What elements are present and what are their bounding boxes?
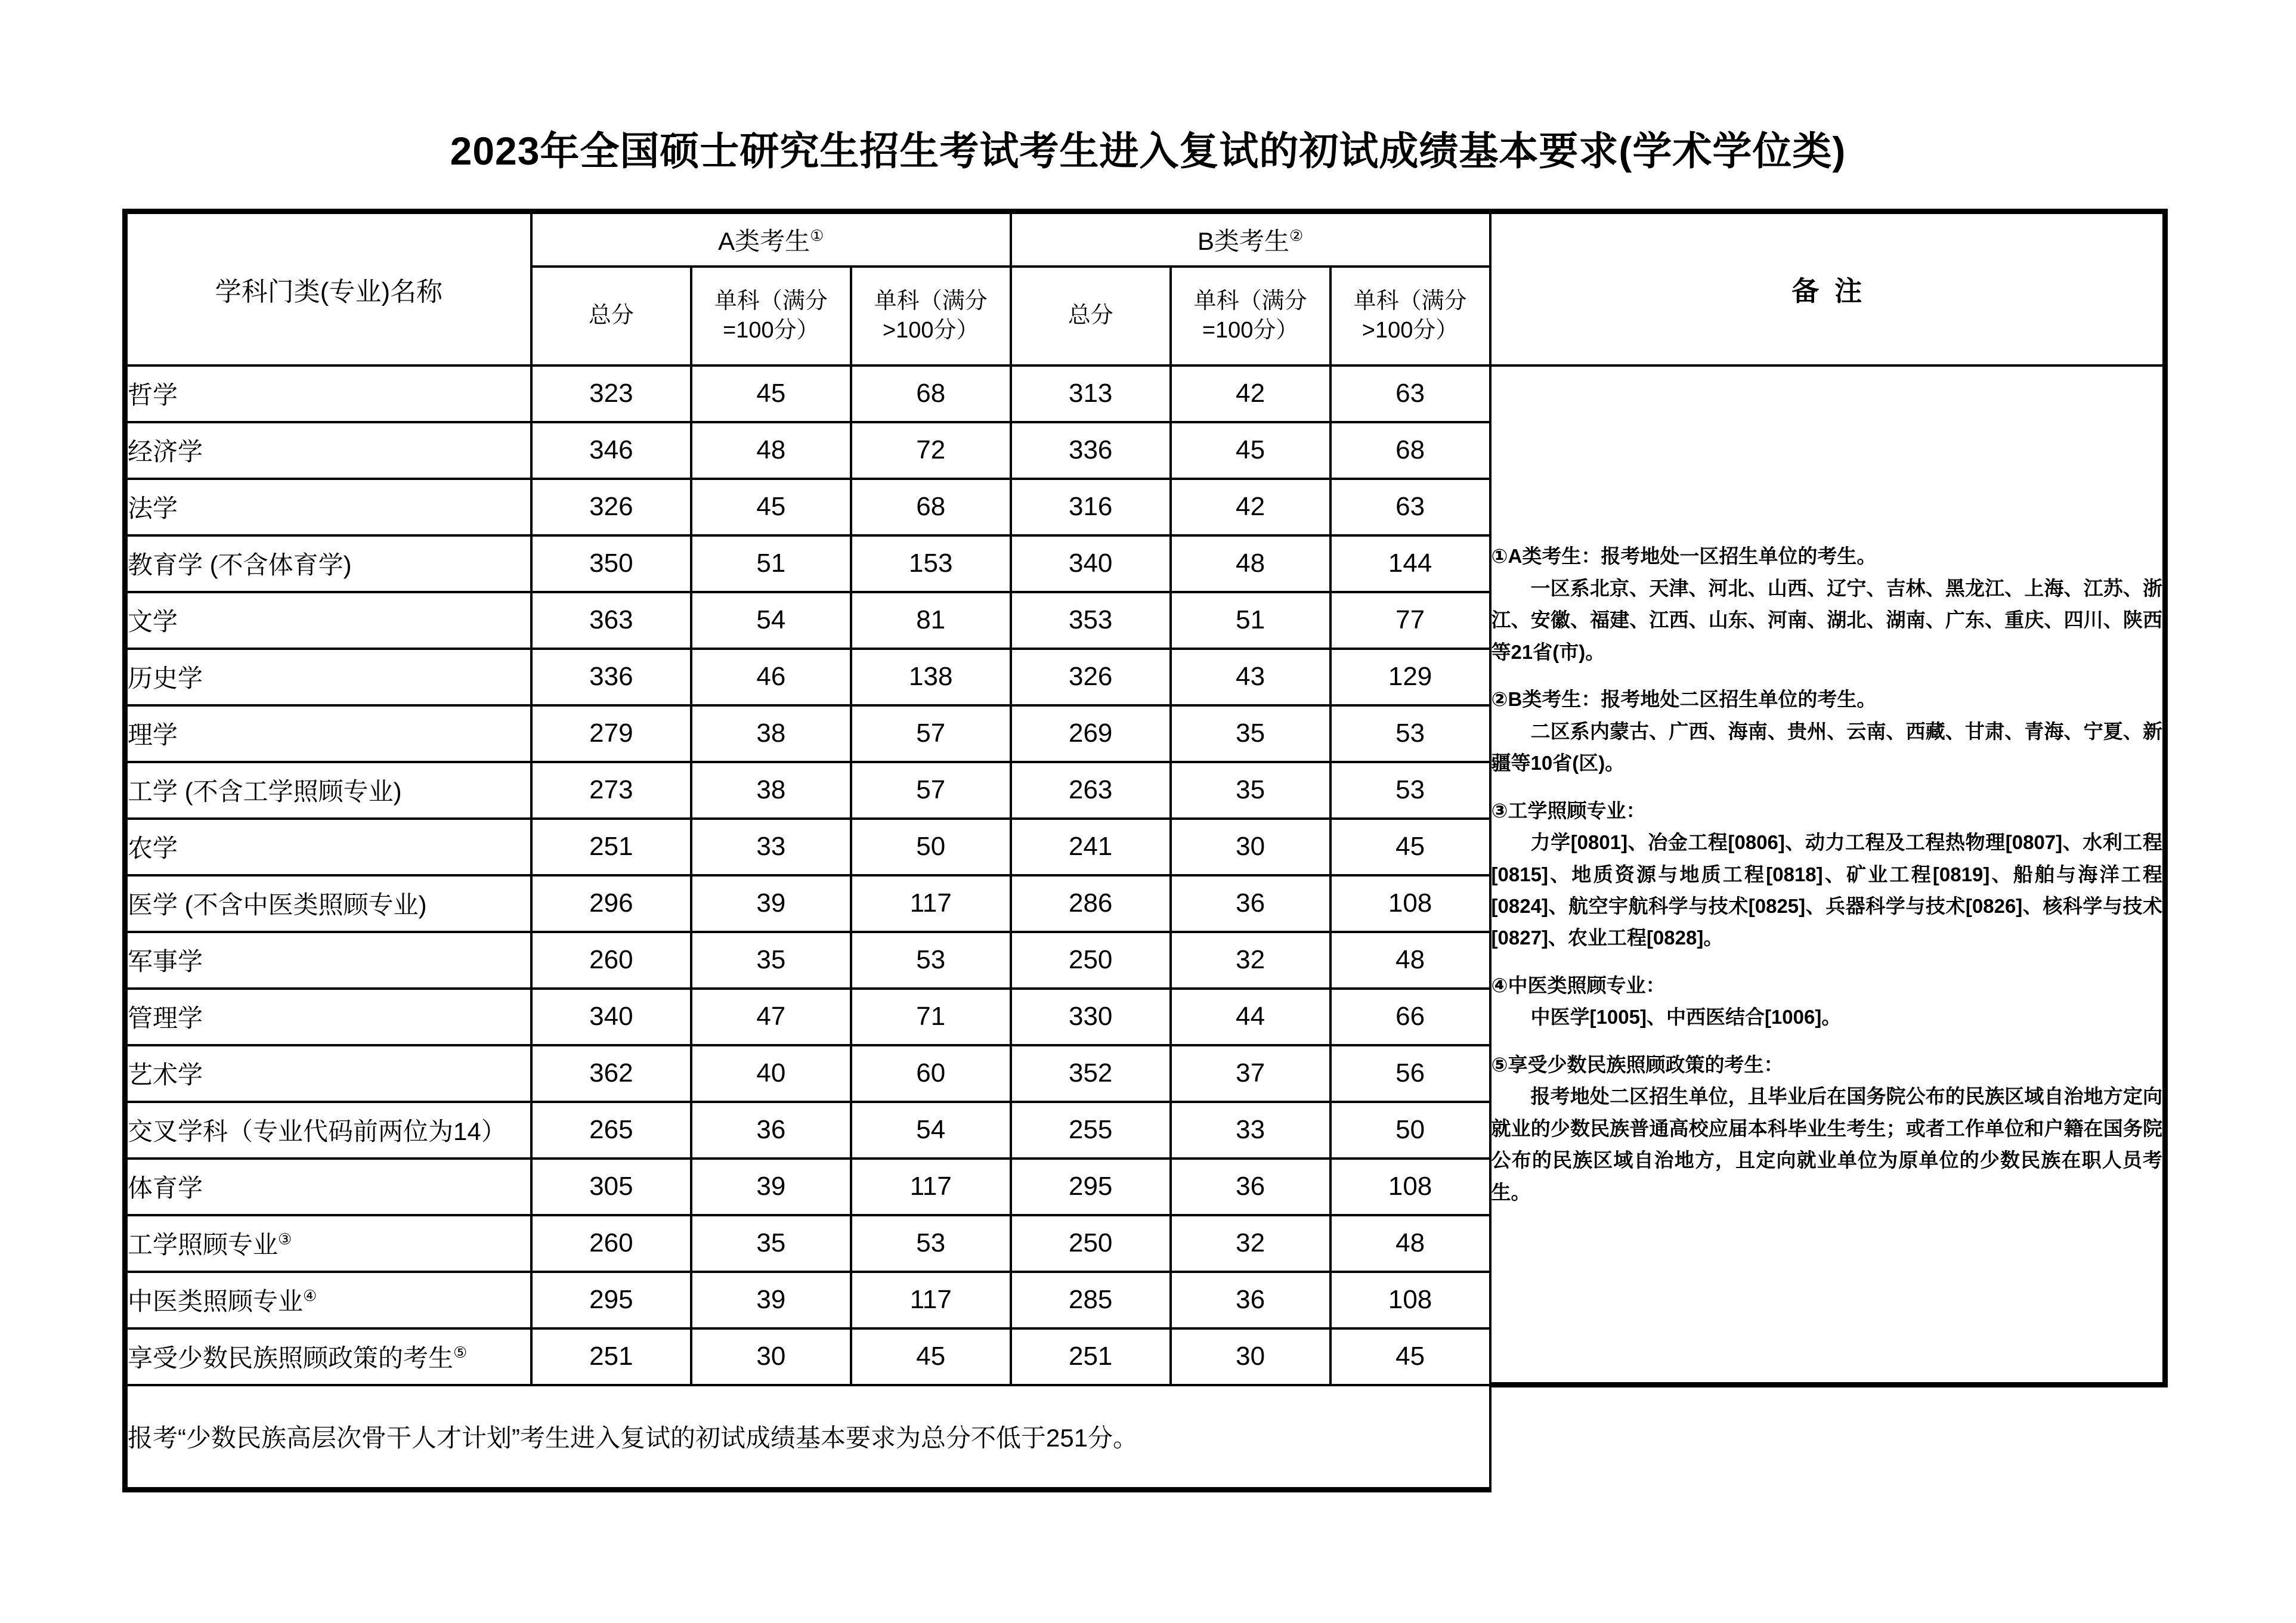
cell-a-gt100: 45 (851, 1328, 1011, 1385)
row-subject-label: 农学 (128, 834, 178, 862)
note-heading: ②B类考生：报考地处二区招生单位的考生。 (1491, 688, 1877, 711)
cell-b-gt100: 77 (1330, 592, 1490, 649)
row-subject-label: 文学 (128, 608, 178, 636)
cell-a-total: 279 (531, 705, 691, 762)
row-footnote-marker: ⑤ (453, 1343, 468, 1361)
column-header-a-single-eq100 (691, 267, 851, 366)
score-requirements-table (122, 209, 2168, 1492)
cell-a-total: 260 (531, 932, 691, 989)
row-subject-label: 工学照顾专业 (128, 1231, 279, 1259)
cell-a-eq100: 38 (691, 705, 851, 762)
cell-a-gt100: 72 (851, 422, 1011, 479)
cell-a-eq100: 30 (691, 1328, 851, 1385)
note-block-3 (1492, 795, 2162, 954)
note-heading: ①A类考生：报考地处一区招生单位的考生。 (1491, 545, 1877, 568)
column-header-group-b (1011, 212, 1490, 267)
b-eq100-line2: =100分） (1202, 317, 1299, 343)
cell-a-total: 323 (531, 366, 691, 422)
column-header-b-total: 总分 (1011, 267, 1171, 366)
cell-b-total: 251 (1011, 1328, 1171, 1385)
cell-b-total: 326 (1011, 649, 1171, 705)
cell-b-total: 353 (1011, 592, 1171, 649)
a-eq100-line2: =100分） (723, 317, 819, 343)
cell-a-gt100: 138 (851, 649, 1011, 705)
table-footer-row (125, 1385, 2165, 1490)
page-title: 2023年全国硕士研究生招生考试考生进入复试的初试成绩基本要求(学术学位类) (450, 129, 1846, 173)
cell-b-gt100: 53 (1330, 705, 1490, 762)
cell-a-total: 305 (531, 1159, 691, 1215)
row-subject (125, 1328, 531, 1385)
row-subject (125, 479, 531, 535)
row-subject-label: 经济学 (128, 438, 203, 466)
row-subject-label: 交叉学科（专业代码前两位为14） (128, 1117, 506, 1145)
cell-b-total: 241 (1011, 819, 1171, 875)
cell-a-total: 295 (531, 1272, 691, 1328)
cell-b-total: 336 (1011, 422, 1171, 479)
cell-b-gt100: 66 (1330, 989, 1490, 1045)
note-block-1 (1492, 540, 2162, 668)
cell-a-eq100: 39 (691, 875, 851, 932)
row-subject (125, 1045, 531, 1102)
cell-b-eq100: 33 (1171, 1102, 1330, 1159)
cell-a-total: 251 (531, 819, 691, 875)
cell-a-eq100: 39 (691, 1272, 851, 1328)
cell-b-eq100: 51 (1171, 592, 1330, 649)
column-header-b-single-eq100 (1171, 267, 1330, 366)
cell-b-eq100: 42 (1171, 366, 1330, 422)
cell-a-total: 326 (531, 479, 691, 535)
note-heading: ④中医类照顾专业： (1491, 974, 1666, 996)
cell-b-eq100: 36 (1171, 875, 1330, 932)
cell-b-total: 295 (1011, 1159, 1171, 1215)
cell-b-eq100: 42 (1171, 479, 1330, 535)
row-subject (125, 422, 531, 479)
cell-a-total: 340 (531, 989, 691, 1045)
a-gt100-line1: 单科（满分 (874, 288, 988, 314)
cell-b-gt100: 68 (1330, 422, 1490, 479)
cell-a-eq100: 51 (691, 535, 851, 592)
column-header-a-single-gt100 (851, 267, 1011, 366)
column-header-subject: 学科门类(专业)名称 (125, 212, 531, 366)
row-subject-label: 理学 (128, 721, 178, 749)
cell-a-gt100: 53 (851, 1215, 1011, 1272)
note-body: 中医学[1005]、中西医结合[1006]。 (1530, 1006, 1842, 1029)
cell-b-total: 250 (1011, 932, 1171, 989)
cell-a-total: 296 (531, 875, 691, 932)
cell-b-total: 269 (1011, 705, 1171, 762)
cell-b-total: 330 (1011, 989, 1171, 1045)
cell-a-eq100: 46 (691, 649, 851, 705)
cell-b-total: 263 (1011, 762, 1171, 819)
cell-b-total: 340 (1011, 535, 1171, 592)
cell-a-gt100: 117 (851, 1159, 1011, 1215)
group-b-label: B类考生 (1197, 227, 1289, 255)
note-body: 力学[0801]、冶金工程[0806]、动力工程及工程热物理[0807]、水利工程[0815]、地质资源与地质工程[0818]、矿业工程[0819]、船舶与海洋工程[0824]、航空宇航科学与技术[0825]、兵器科学与技术[0826]、核科学与技术[0827]、农业工程[0828]。 (1491, 831, 2162, 949)
note-block-4 (1492, 970, 2162, 1033)
cell-a-total: 265 (531, 1102, 691, 1159)
cell-b-gt100: 56 (1330, 1045, 1490, 1102)
a-gt100-line2: >100分） (882, 317, 979, 343)
note-heading: ⑤享受少数民族照顾政策的考生： (1491, 1053, 1784, 1076)
remarks-content (1492, 540, 2162, 1208)
cell-a-total: 260 (531, 1215, 691, 1272)
note-body: 一区系北京、天津、河北、山西、辽宁、吉林、黑龙江、上海、江苏、浙江、安徽、福建、江西、山东、河南、湖北、湖南、广东、重庆、四川、陕西等21省(市)。 (1491, 577, 2162, 663)
cell-a-gt100: 71 (851, 989, 1011, 1045)
cell-b-total: 313 (1011, 366, 1171, 422)
cell-a-gt100: 117 (851, 1272, 1011, 1328)
b-gt100-line1: 单科（满分 (1353, 288, 1467, 314)
cell-b-total: 352 (1011, 1045, 1171, 1102)
cell-a-gt100: 81 (851, 592, 1011, 649)
cell-a-total: 273 (531, 762, 691, 819)
cell-a-total: 363 (531, 592, 691, 649)
row-subject-label: 军事学 (128, 947, 203, 975)
row-subject-label: 法学 (128, 494, 178, 522)
cell-a-eq100: 39 (691, 1159, 851, 1215)
row-subject (125, 1215, 531, 1272)
cell-a-eq100: 40 (691, 1045, 851, 1102)
cell-a-eq100: 45 (691, 479, 851, 535)
group-a-label: A类考生 (718, 227, 810, 255)
row-subject (125, 1272, 531, 1328)
cell-a-eq100: 35 (691, 1215, 851, 1272)
cell-b-eq100: 36 (1171, 1159, 1330, 1215)
cell-b-total: 285 (1011, 1272, 1171, 1328)
row-subject (125, 1159, 531, 1215)
row-subject (125, 649, 531, 705)
cell-a-gt100: 53 (851, 932, 1011, 989)
cell-a-gt100: 57 (851, 705, 1011, 762)
cell-b-gt100: 63 (1330, 366, 1490, 422)
b-gt100-line2: >100分） (1361, 317, 1459, 343)
row-subject-label: 中医类照顾专业 (128, 1287, 304, 1315)
cell-b-eq100: 44 (1171, 989, 1330, 1045)
note-block-5 (1492, 1049, 2162, 1208)
row-subject-label: 历史学 (128, 664, 203, 692)
row-subject (125, 875, 531, 932)
cell-a-eq100: 33 (691, 819, 851, 875)
b-eq100-line1: 单科（满分 (1193, 288, 1307, 314)
cell-a-gt100: 117 (851, 875, 1011, 932)
cell-a-total: 251 (531, 1328, 691, 1385)
cell-a-gt100: 68 (851, 479, 1011, 535)
table-row (125, 366, 2165, 422)
row-subject (125, 366, 531, 422)
cell-b-gt100: 108 (1330, 1159, 1490, 1215)
cell-a-eq100: 48 (691, 422, 851, 479)
row-subject-label: 享受少数民族照顾政策的考生 (128, 1344, 454, 1372)
cell-a-total: 336 (531, 649, 691, 705)
cell-b-gt100: 45 (1330, 819, 1490, 875)
column-header-group-a (531, 212, 1011, 267)
row-subject-label: 教育学 (不含体育学) (128, 551, 352, 579)
cell-b-eq100: 32 (1171, 1215, 1330, 1272)
cell-b-total: 316 (1011, 479, 1171, 535)
cell-b-eq100: 48 (1171, 535, 1330, 592)
cell-b-gt100: 144 (1330, 535, 1490, 592)
cell-b-gt100: 45 (1330, 1328, 1490, 1385)
cell-a-eq100: 45 (691, 366, 851, 422)
cell-b-eq100: 45 (1171, 422, 1330, 479)
cell-a-gt100: 60 (851, 1045, 1011, 1102)
cell-a-gt100: 57 (851, 762, 1011, 819)
cell-b-gt100: 53 (1330, 762, 1490, 819)
cell-a-eq100: 47 (691, 989, 851, 1045)
cell-a-gt100: 153 (851, 535, 1011, 592)
row-subject-label: 哲学 (128, 381, 178, 409)
row-subject (125, 1102, 531, 1159)
a-eq100-line1: 单科（满分 (714, 288, 828, 314)
note-body: 二区系内蒙古、广西、海南、贵州、云南、西藏、甘肃、青海、宁夏、新疆等10省(区)。 (1491, 720, 2162, 775)
row-subject-label: 医学 (不含中医类照顾专业) (128, 891, 427, 919)
cell-b-gt100: 108 (1330, 875, 1490, 932)
cell-b-total: 255 (1011, 1102, 1171, 1159)
cell-a-eq100: 54 (691, 592, 851, 649)
cell-a-total: 350 (531, 535, 691, 592)
note-heading: ③工学照顾专业： (1491, 799, 1646, 822)
cell-b-eq100: 35 (1171, 705, 1330, 762)
row-subject (125, 989, 531, 1045)
cell-a-eq100: 36 (691, 1102, 851, 1159)
row-subject-label: 工学 (不含工学照顾专业) (128, 778, 402, 806)
score-requirements-table-container (122, 209, 2168, 1492)
note-block-2 (1492, 683, 2162, 779)
cell-b-total: 286 (1011, 875, 1171, 932)
column-header-a-total: 总分 (531, 267, 691, 366)
cell-b-eq100: 30 (1171, 1328, 1330, 1385)
cell-a-eq100: 35 (691, 932, 851, 989)
column-header-remarks: 备注 (1490, 212, 2165, 366)
cell-b-gt100: 129 (1330, 649, 1490, 705)
row-subject (125, 819, 531, 875)
row-footnote-marker: ④ (303, 1287, 317, 1305)
row-subject (125, 705, 531, 762)
table-body (125, 366, 2165, 1490)
cell-b-gt100: 48 (1330, 932, 1490, 989)
row-subject (125, 932, 531, 989)
cell-b-gt100: 63 (1330, 479, 1490, 535)
cell-b-eq100: 43 (1171, 649, 1330, 705)
header-row-groups (125, 212, 2165, 267)
cell-b-eq100: 36 (1171, 1272, 1330, 1328)
column-header-b-single-gt100 (1330, 267, 1490, 366)
cell-a-eq100: 38 (691, 762, 851, 819)
row-subject-label: 管理学 (128, 1004, 203, 1032)
cell-b-eq100: 32 (1171, 932, 1330, 989)
cell-b-eq100: 30 (1171, 819, 1330, 875)
group-b-footnote-marker: ② (1289, 226, 1304, 244)
row-subject (125, 535, 531, 592)
cell-a-gt100: 68 (851, 366, 1011, 422)
cell-a-total: 362 (531, 1045, 691, 1102)
cell-b-gt100: 48 (1330, 1215, 1490, 1272)
cell-b-gt100: 108 (1330, 1272, 1490, 1328)
note-body: 报考地处二区招生单位，且毕业后在国务院公布的民族区域自治地方定向就业的少数民族普通高校应届本科毕业生考生；或者工作单位和户籍在国务院公布的民族区域自治地方，且定向就业单位为原单位的少数民族在职人员考生。 (1491, 1085, 2162, 1203)
cell-a-gt100: 54 (851, 1102, 1011, 1159)
row-subject-label: 艺术学 (128, 1061, 203, 1089)
table-header (125, 212, 2165, 366)
cell-a-gt100: 50 (851, 819, 1011, 875)
row-subject (125, 762, 531, 819)
row-subject (125, 592, 531, 649)
cell-b-total: 250 (1011, 1215, 1171, 1272)
footer-note: 报考“少数民族高层次骨干人才计划”考生进入复试的初试成绩基本要求为总分不低于251分。 (125, 1385, 1490, 1490)
cell-b-gt100: 50 (1330, 1102, 1490, 1159)
cell-b-eq100: 37 (1171, 1045, 1330, 1102)
cell-b-eq100: 35 (1171, 762, 1330, 819)
cell-a-total: 346 (531, 422, 691, 479)
remarks-cell (1490, 366, 2165, 1385)
row-footnote-marker: ③ (278, 1230, 292, 1248)
row-subject-label: 体育学 (128, 1174, 203, 1202)
group-a-footnote-marker: ① (810, 226, 824, 244)
